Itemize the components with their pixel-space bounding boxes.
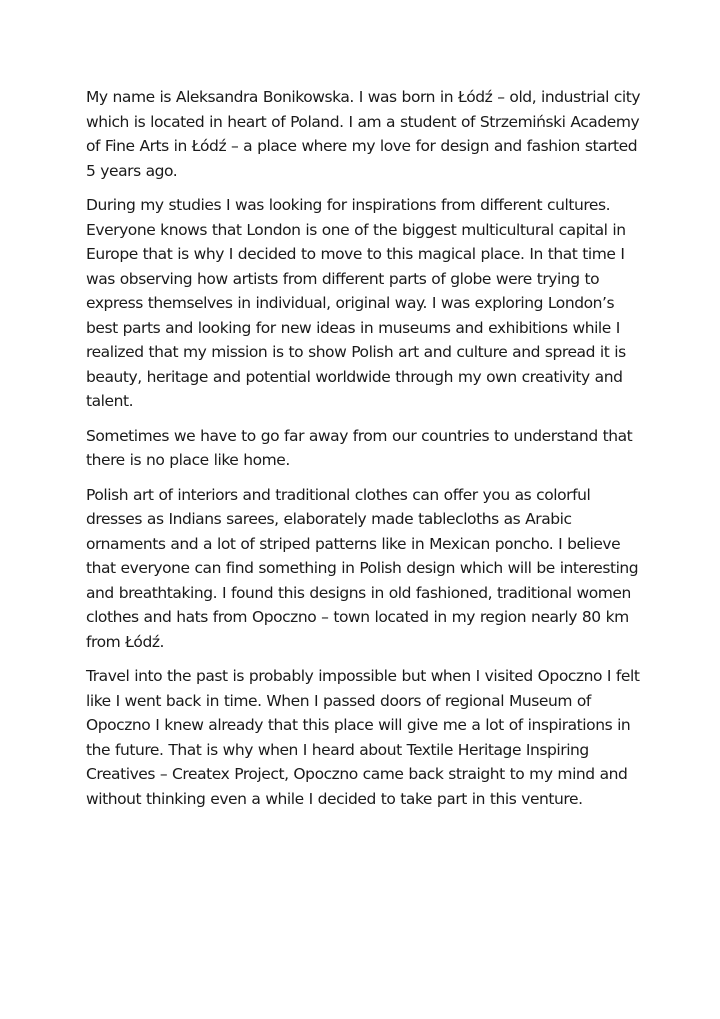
paragraph-polish-design: Polish art of interiors and traditional clothes can offer you as colorful dresses as Indians sarees, elaborately made tablecloths as Arabic ornaments and a lot of striped patterns like in Mexican poncho. I believe that everyone can find something in Polish design which will be interesting and breathtaking. I found this designs in old fashioned, traditional women clothes and hats from Opoczno – town located in my region nearly 80 km from Łódź. [86,485,639,651]
paragraph-introduction: My name is Aleksandra Bonikowska. I was born in Łódź – old, industrial city which is located in heart of Poland. I am a student of Strzemiński Academy of Fine Arts in Łódź – a place where my love for design and fashion started 5 years ago. [86,88,641,180]
paragraph-no-place-like-home: Sometimes we have to go far away from our countries to understand that there is no place like home. [86,426,633,469]
paragraph-studies-london: During my studies I was looking for inspirations from different cultures. Everyone knows that London is one of the biggest multicultural capital in Europe that is why I decided to move to this magical place. In that time I was observing how artists from different parts of globe were trying to express themselves in individual, original way. I was exploring London’s best parts and looking for new ideas in museums and exhibitions while I realized that my mission is to show Polish art and culture and spread it is beauty, heritage and potential worldwide through my own creativity and talent. [86,196,626,410]
document-body [86,85,642,821]
paragraph-opoczno-createx: Travel into the past is probably impossible but when I visited Opoczno I felt like I went back in time. When I passed doors of regional Museum of Opoczno I knew already that this place will give me a lot of inspirations in the future. That is why when I heard about Textile Heritage Inspiring Creatives – Createx Project, Opoczno came back straight to my mind and without thinking even a while I decided to take part in this venture. [86,667,640,808]
